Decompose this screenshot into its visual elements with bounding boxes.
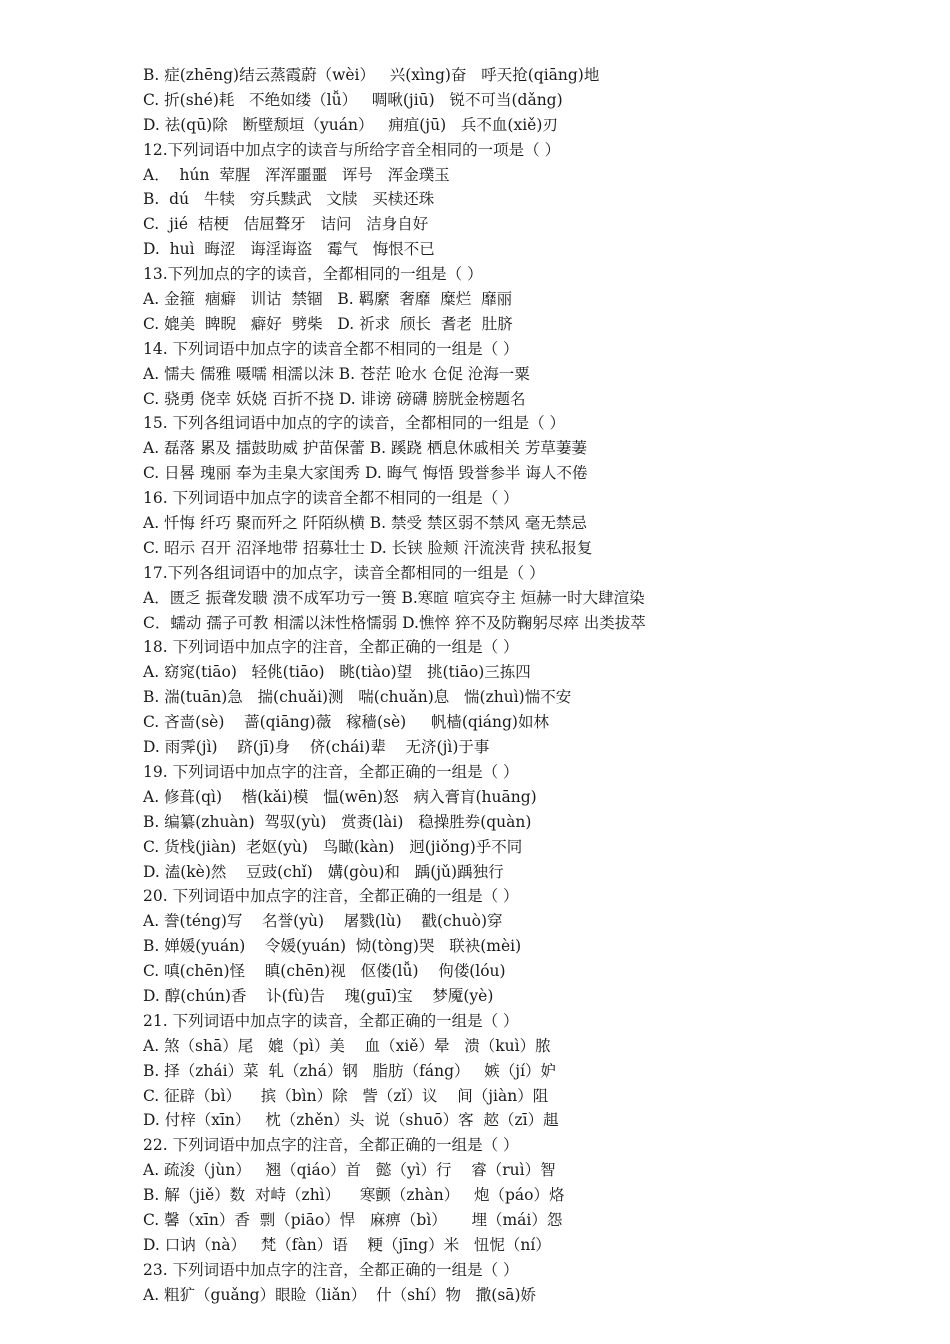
text-line: A. 磊落 累及 擂鼓助威 护苗保蕾 B. 蹊跷 栖息休戚相关 芳草萋萋: [143, 439, 587, 458]
text-line: B. 编纂(zhuàn) 驾驭(yù) 赏赉(lài) 稳操胜券(quàn): [143, 812, 532, 831]
text-line: 16. 下列词语中加点字的读音全都不相同的一组是（ ）: [143, 489, 519, 508]
text-line: C. 折(shé)耗 不绝如缕（lǚ） 啁啾(jiū) 锐不可当(dǎng): [143, 90, 563, 109]
text-line: B. 解（jiě）数 对峙（zhì） 寒颤（zhàn） 炮（páo）烙: [143, 1186, 565, 1205]
text-line: C. 媲美 睥睨 癖好 劈柴 D. 祈求 颀长 耆老 肚脐: [143, 314, 513, 333]
text-line: 21. 下列词语中加点字的读音，全都正确的一组是（ ）: [143, 1011, 519, 1030]
text-line: D. 口讷（nà） 梵（fàn）语 粳（jīng）米 忸怩（ní）: [143, 1235, 551, 1254]
text-line: A. 懦夫 儒雅 嗫嚅 相濡以沫 B. 苍茫 呛水 仓促 沧海一粟: [143, 364, 530, 383]
text-line: C. 馨（xīn）香 剽（piāo）悍 麻痹（bì） 埋（mái）怨: [143, 1210, 563, 1229]
text-line: C．蠕动 孺子可教 相濡以沫性格懦弱 D.憔悴 猝不及防鞠躬尽瘁 出类拔萃: [143, 613, 646, 632]
text-line: A. 誊(téng)写 名誉(yù) 屠戮(lù) 戳(chuò)穿: [143, 912, 503, 931]
text-line: B. dú 牛犊 穷兵黩武 文牍 买椟还珠: [143, 190, 435, 209]
text-line: 13.下列加点的字的读音，全都相同的一组是（ ）: [143, 265, 483, 284]
text-line: 22. 下列词语中加点字的注音，全都正确的一组是（ ）: [143, 1136, 519, 1155]
text-line: D. 付梓（xīn） 枕（zhěn）头 说（shuō）客 趑（zī）趄: [143, 1111, 559, 1130]
text-line: A. 金箍 痼癖 训诂 禁锢 B. 羁縻 奢靡 糜烂 靡丽: [143, 290, 513, 309]
text-line: C. 货栈(jiàn) 老妪(yù) 鸟瞰(kàn) 迥(jiǒng)乎不同: [143, 837, 523, 856]
text-line: A．匮乏 振聋发聩 溃不成军功亏一篑 B.寒暄 喧宾夺主 烜赫一时大肆渲染: [143, 588, 645, 607]
text-line: B. 婵媛(yuán) 令媛(yuán) 恸(tòng)哭 联袂(mèi): [143, 937, 522, 956]
text-line: 17.下列各组词语中的加点字，读音全都相同的一组是（ ）: [143, 563, 545, 582]
text-line: 12.下列词语中加点字的读音与所给字音全相同的一项是（ ）: [143, 140, 561, 159]
text-line: A. 煞（shā）尾 媲（pì）美 血（xiě）晕 溃（kuì）脓: [143, 1036, 551, 1055]
text-line: A. 忏悔 纤巧 聚而歼之 阡陌纵横 B. 禁受 禁区弱不禁风 毫无禁忌: [143, 514, 587, 533]
text-line: 19. 下列词语中加点字的注音，全都正确的一组是（ ）: [143, 762, 519, 781]
text-line: C. 征辟（bì） 摈（bìn）除 訾（zǐ）议 间（jiàn）阻: [143, 1086, 549, 1105]
text-line: C. 骁勇 侥幸 妖娆 百折不挠 D. 诽谤 磅礴 膀胱金榜题名: [143, 389, 526, 408]
text-line: C. jié 桔梗 佶屈聱牙 诘问 洁身自好: [143, 215, 429, 234]
text-line: A. 窈窕(tiāo) 轻佻(tiāo) 眺(tiào)望 挑(tiāo)三拣四: [143, 663, 531, 682]
document-body: [143, 63, 863, 1308]
text-line: 14. 下列词语中加点字的读音全都不相同的一组是（ ）: [143, 339, 519, 358]
text-line: 23. 下列词语中加点字的注音，全都正确的一组是（ ）: [143, 1260, 519, 1279]
text-line: A. 疏浚（jùn） 翘（qiáo）首 懿（yì）行 睿（ruì）智: [143, 1161, 556, 1180]
text-line: C. 昭示 召开 沼泽地带 招募壮士 D. 长铗 脸颊 汗流浃背 挟私报复: [143, 538, 593, 557]
text-line: D. 醇(chún)香 讣(fù)告 瑰(guī)宝 梦魇(yè): [143, 986, 494, 1005]
text-line: B. 择（zhái）菜 轧（zhá）钢 脂肪（fáng） 嫉（jí）妒: [143, 1061, 557, 1080]
text-line: C. 日晷 瑰丽 奉为圭臬大家闺秀 D. 晦气 悔悟 毁誉参半 诲人不倦: [143, 464, 588, 483]
text-line: D. huì 晦涩 诲淫诲盗 霉气 悔恨不已: [143, 240, 435, 259]
text-line: A. 粗犷（guǎng）眼睑（liǎn） 什（shí）物 撒(sā)娇: [143, 1285, 537, 1304]
text-line: B. 症(zhēng)结云蒸霞蔚（wèi） 兴(xìng)奋 呼天抢(qiāng)地: [143, 66, 600, 84]
text-line: D. 祛(qū)除 断壁颓垣（yuán） 痈疽(jū) 兵不血(xiě)刃: [143, 115, 558, 134]
text-line: A． hún 荤腥 浑浑噩噩 诨号 浑金璞玉: [143, 165, 450, 184]
text-line: 18. 下列词语中加点字的注音，全都正确的一组是（ ）: [143, 638, 519, 657]
text-line: D. 雨霁(jì) 跻(jī)身 侪(chái)辈 无济(jì)于事: [143, 738, 490, 757]
text-line: B. 湍(tuān)急 揣(chuǎi)测 喘(chuǎn)息 惴(zhuì)惴不安: [143, 688, 572, 707]
text-line: 20. 下列词语中加点字的注音，全都正确的一组是（ ）: [143, 887, 519, 906]
text-line: D. 溘(kè)然 豆豉(chǐ) 媾(gòu)和 踽(jǔ)踽独行: [143, 862, 504, 881]
text-line: C. 嗔(chēn)怪 瞋(chēn)视 伛偻(lǚ) 佝偻(lóu): [143, 962, 506, 981]
text-line: C. 吝啬(sè) 蔷(qiāng)薇 稼穑(sè) 帆樯(qiáng)如林: [143, 713, 549, 732]
text-line: A. 修葺(qì) 楷(kǎi)模 愠(wēn)怒 病入膏肓(huāng): [143, 787, 537, 806]
text-line: 15. 下列各组词语中加点的字的读音，全都相同的一组是（ ）: [143, 414, 566, 433]
